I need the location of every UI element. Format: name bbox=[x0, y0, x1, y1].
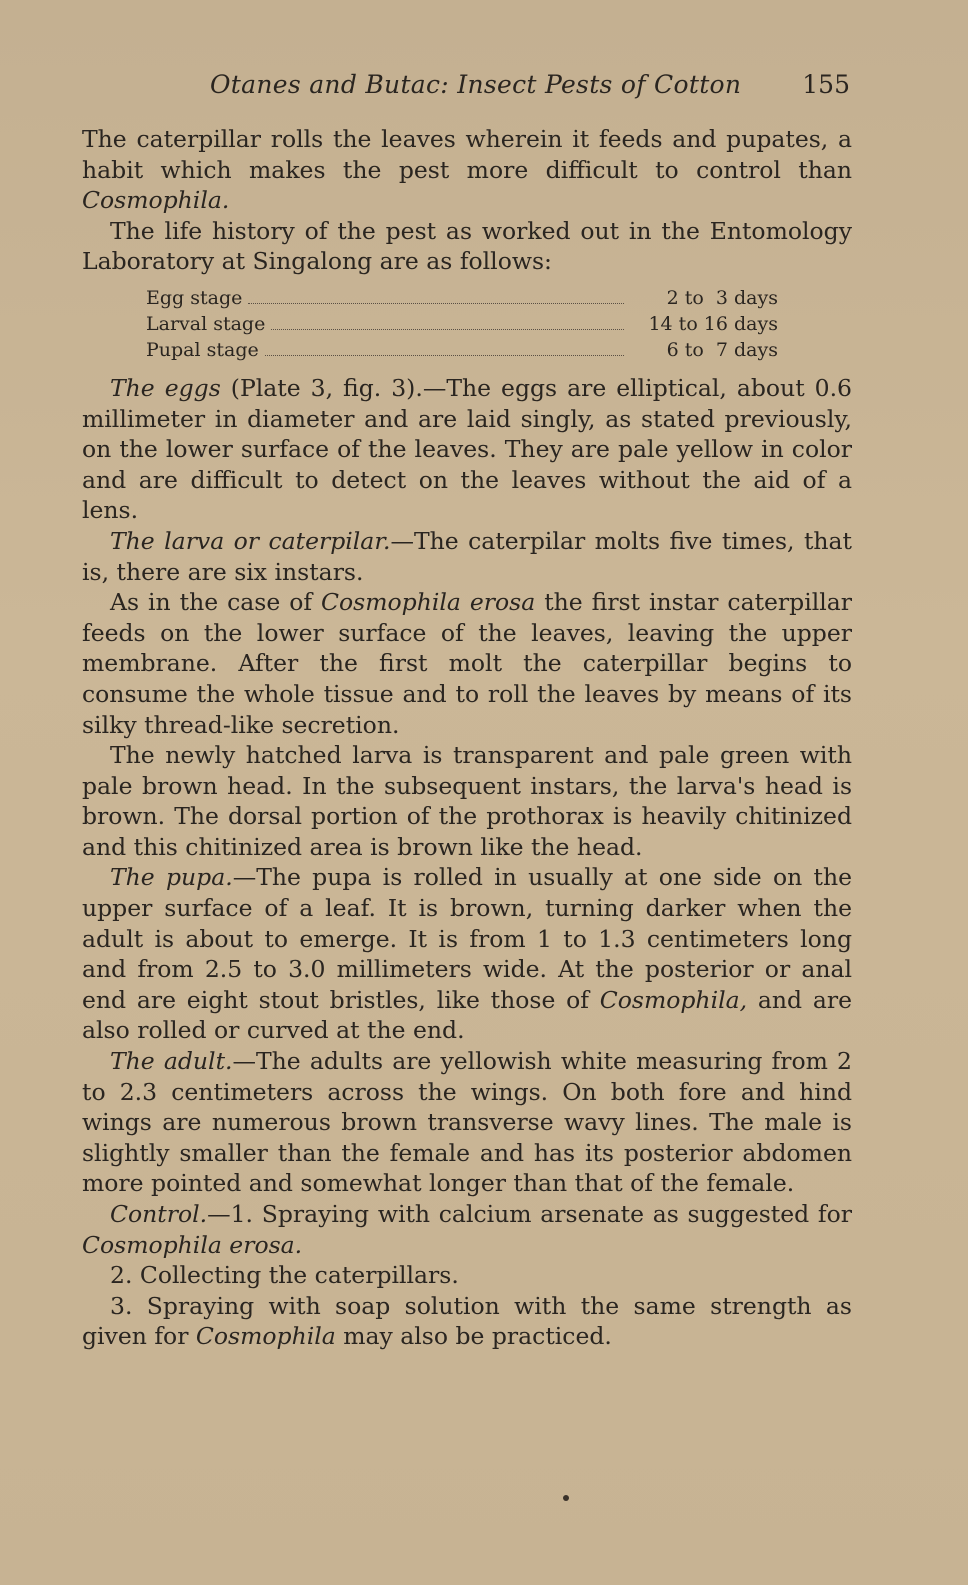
larva-text: —The caterpilar molts five times, that is, there are six instars. bbox=[82, 526, 852, 586]
control-item: 3. Spraying with soap solution with the same strength as given for bbox=[82, 1291, 852, 1351]
stage-duration: 6 to 7 days bbox=[660, 338, 778, 361]
ink-spot bbox=[563, 1495, 569, 1501]
pupa-text: and are also rolled or curved at the end. bbox=[82, 985, 852, 1045]
dot-leader bbox=[271, 329, 624, 330]
eggs-text: The eggs are elliptical, about 0.6 millimeter in diameter and are laid singly, as stated previously, on the lower surface of the leaves. They are pale yellow in color and are difficult to detect on the leaves without the aid of a lens. bbox=[82, 373, 853, 525]
body-text bbox=[82, 124, 852, 1352]
species-name: Cosmophila, bbox=[599, 985, 748, 1014]
species-name: Cosmophila erosa bbox=[321, 588, 536, 617]
intro-text: The caterpillar rolls the leaves wherein it feeds and pupates, a habit which makes the pest more difficult to control than bbox=[82, 125, 852, 184]
section-heading: Control. bbox=[110, 1200, 208, 1228]
control-item: may also be practiced. bbox=[335, 1322, 612, 1351]
control-item-2: 2. Collecting the caterpillars. bbox=[110, 1261, 459, 1290]
eggs-paragraph bbox=[82, 373, 852, 526]
adult-text: —The adults are yellowish white measuring from 2 to 2.3 centimeters across the wings. On both fore and hind wings are numerous brown transverse wavy lines. The male is slightly smaller than the female and has its posterior abdomen more pointed and somewhat longer than that of the female. bbox=[82, 1047, 852, 1198]
larva-text: the first instar caterpillar feeds on the lower surface of the leaves, leaving the upper membrane. After the first molt the caterpillar begins to consume the whole tissue and to roll the leaves by means of its silky thread-like secretion. bbox=[82, 588, 852, 739]
larva-text: As in the case of bbox=[110, 588, 322, 617]
intro-paragraph bbox=[82, 124, 852, 216]
section-heading: The pupa. bbox=[110, 863, 233, 892]
larva-feeding-paragraph bbox=[82, 587, 852, 740]
life-history-table bbox=[146, 285, 778, 363]
section-heading: The larva or caterpilar. bbox=[110, 526, 391, 555]
control-item-3 bbox=[82, 1291, 852, 1352]
section-heading: The eggs bbox=[110, 373, 221, 402]
page-number: 155 bbox=[802, 70, 850, 99]
control-item: —1. Spraying with calcium arsenate as suggested for bbox=[207, 1200, 852, 1228]
stage-label: Egg stage bbox=[146, 286, 243, 309]
pupa-paragraph bbox=[82, 862, 852, 1046]
pupa-text: —The pupa is rolled in usually at one side on the upper surface of a leaf. It is brown, turning darker when the adult is about to emerge. It is from 1 to 1.3 centimeters long and from 2.5 to 3.0 millimeters wide. At the posterior or anal end are eight stout bristles, like those of bbox=[82, 863, 852, 1014]
running-title: Otanes and Butac: Insect Pests of Cotton bbox=[210, 70, 742, 99]
adult-paragraph bbox=[82, 1046, 852, 1199]
stage-label: Larval stage bbox=[146, 312, 266, 335]
life-history-paragraph: The life history of the pest as worked out in the Entomology Laboratory at Singalong are as follows: bbox=[82, 216, 852, 276]
larva-description-paragraph: The newly hatched larva is transparent and pale green with pale brown head. In the subsequent instars, the larva's head is brown. The dorsal portion of the prothorax is heavily chitinized and this chitinized area is brown like the head. bbox=[82, 741, 852, 861]
dot-leader bbox=[248, 303, 624, 304]
table-row bbox=[146, 337, 778, 363]
section-heading: The adult. bbox=[110, 1047, 233, 1076]
larva-paragraph bbox=[82, 526, 852, 587]
stage-duration: 2 to 3 days bbox=[660, 286, 778, 309]
species-name: Cosmophila erosa. bbox=[82, 1230, 303, 1259]
running-head bbox=[84, 70, 854, 110]
stage-label: Pupal stage bbox=[146, 338, 259, 361]
table-row bbox=[146, 285, 778, 311]
table-row bbox=[146, 311, 778, 337]
species-name: Cosmophila bbox=[195, 1322, 336, 1351]
dot-leader bbox=[265, 355, 624, 356]
plate-reference: (Plate 3, fig. 3).— bbox=[220, 373, 447, 402]
species-name: Cosmophila. bbox=[82, 186, 230, 215]
stage-duration: 14 to 16 days bbox=[648, 312, 778, 335]
control-paragraph bbox=[82, 1199, 852, 1260]
